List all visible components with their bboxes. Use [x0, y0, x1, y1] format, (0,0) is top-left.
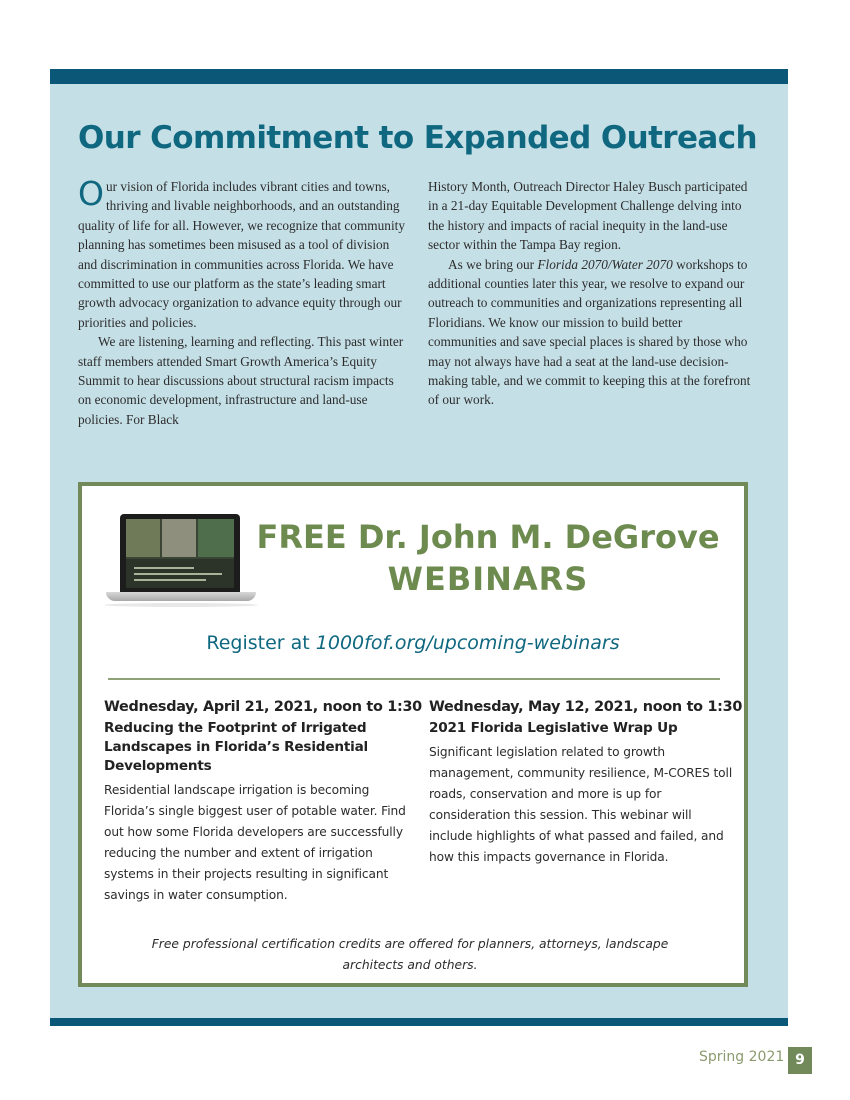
top-rule [50, 69, 788, 84]
webinar-heading-line-2: WEBINARS [387, 560, 589, 598]
paragraph-3-lead: As we bring our [448, 256, 538, 272]
screen-photo-1 [126, 519, 160, 557]
webinar-heading-line-1: FREE Dr. John M. DeGrove [256, 518, 720, 556]
event-description: Significant legislation related to growth management, community resilience, M-CORES toll roads, conservation and more is up for consideration this session. This webinar will include highlights of what passed and failed, and how this impacts governance in Florida. [429, 745, 733, 864]
article-paragraph-3 [428, 255, 753, 410]
page-number: 9 [788, 1047, 812, 1074]
article-paragraph-1 [78, 174, 408, 332]
webinar-heading [250, 516, 726, 600]
screen-photo-2 [162, 519, 196, 557]
webinar-event-2 [429, 698, 743, 868]
article-paragraph-2: We are listening, learning and reflecting. This past winter staff members attended Smart Growth America’s Equity Summit to hear discussions about structural racism impacts on economic development, infrastructure and land-use policies. For Black [78, 334, 404, 427]
screen-photo-3 [198, 519, 234, 557]
webinar-event-1 [104, 698, 422, 906]
article-column-left [78, 174, 408, 429]
certification-note: Free professional certification credits are offered for planners, attorneys, landscape architects and others. [151, 937, 669, 972]
event-title: 2021 Florida Legislative Wrap Up [429, 720, 678, 736]
article-paragraph-2-continued: History Month, Outreach Director Haley Busch participated in a 21-day Equitable Development Challenge delving into the history and impacts of racial inequity in the land-use sector within the Tampa Bay region. [428, 179, 748, 253]
laptop-shadow [104, 603, 258, 607]
laptop-screen [126, 519, 234, 588]
register-line [78, 632, 748, 654]
bottom-rule [50, 1018, 788, 1026]
event-title: Reducing the Footprint of Irrigated Landscapes in Florida’s Residential Developments [104, 720, 369, 774]
register-prefix: Register at [206, 632, 316, 654]
drop-cap: O [78, 174, 104, 213]
article-column-right [428, 177, 753, 410]
register-link[interactable]: 1000fof.org/upcoming-webinars [315, 632, 620, 654]
webinar-divider [108, 678, 720, 680]
event-date: Wednesday, April 21, 2021, noon to 1:30 [104, 699, 422, 715]
article-title: Our Commitment to Expanded Outreach [78, 120, 757, 156]
event-date: Wednesday, May 12, 2021, noon to 1:30 [429, 699, 743, 715]
issue-label: Spring 2021 [699, 1049, 785, 1065]
paragraph-3-text: workshops to additional counties later this year, we resolve to expand our outreach to communities and organizations representing all Floridians. We know our mission to build better communities and save special places is shared by those who may not always have had a seat at the land-use decision-making table, and we commit to keeping this at the forefront of our work. [428, 256, 751, 408]
screen-caption-strip [126, 559, 234, 588]
laptop-base [106, 592, 256, 601]
event-description: Residential landscape irrigation is becoming Florida’s single biggest user of potable water. Find out how some Florida developers are successfully reducing the number and extent of irrigation systems in their projects resulting in significant savings in water consumption. [104, 783, 406, 902]
paragraph-1-text: ur vision of Florida includes vibrant cities and towns, thriving and livable neighborhoods, and an outstanding quality of life for all. However, we recognize that community planning has sometimes been misused as a tool of division and discrimination in communities across Florida. We have committed to use our platform as the state’s leading smart growth advocacy organization to advance equity through our priorities and policies. [78, 179, 405, 330]
publication-name: Florida 2070/Water 2070 [537, 256, 673, 272]
laptop-image [104, 514, 256, 612]
